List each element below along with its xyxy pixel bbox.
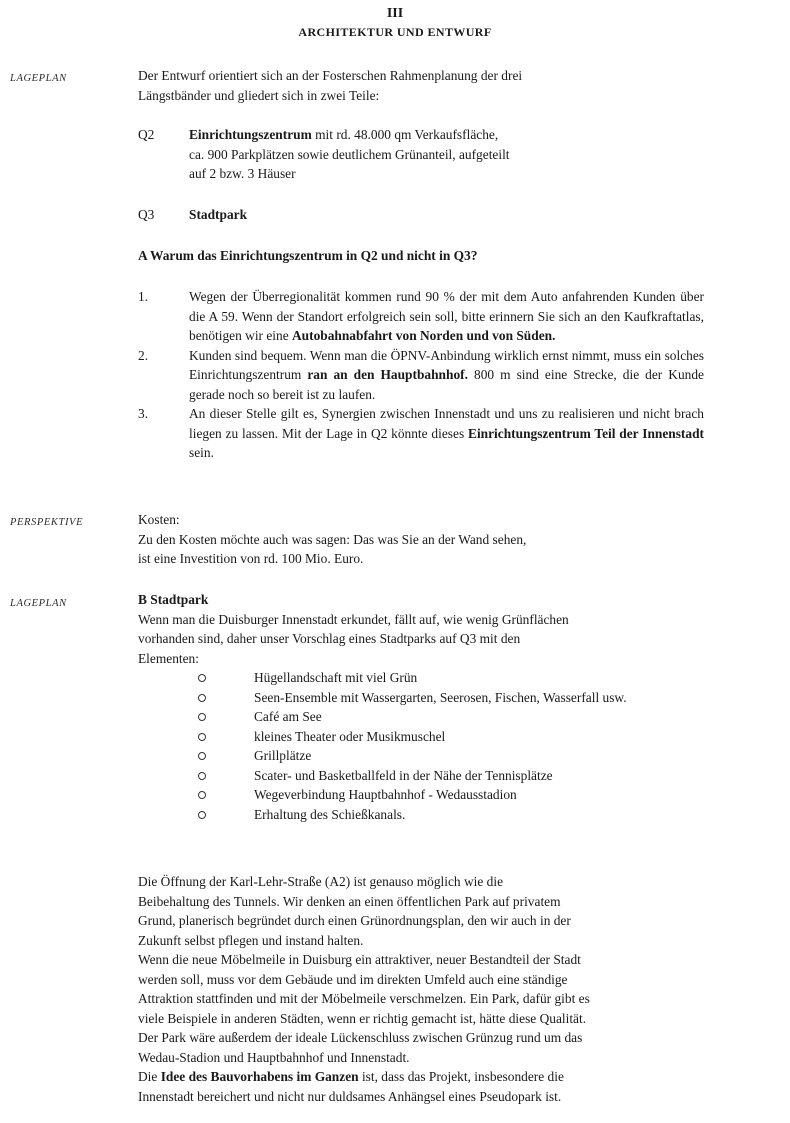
section-b-intro-line: vorhanden sind, daher unser Vorschlag eines Stadtparks auf Q3 mit den [138, 631, 521, 646]
q2-code: Q2 [138, 127, 155, 142]
section-b-intro-line: Wenn man die Duisburger Innenstadt erkundet, fällt auf, wie wenig Grünflächen [138, 611, 569, 627]
closing-line: viele Beispiele in anderen Städten, wenn er richtig gemacht ist, hätte diese Qualität. [138, 1010, 587, 1026]
section-a-list [138, 287, 704, 463]
margin-label-perspektive: PERSPEKTIVE [10, 517, 84, 528]
list-item: Grillplätze [194, 746, 714, 766]
margin-label-lageplan: LAGEPLAN [10, 73, 67, 84]
section-b-intro-line: Elementen: [138, 650, 199, 666]
list-item: Scater- und Basketballfeld in der Nähe der Tennisplätze [194, 766, 714, 786]
closing-line: Zukunft selbst pflegen und instand halten. [138, 932, 364, 948]
bullet-circle-icon [198, 694, 206, 702]
park-elements-list [194, 668, 714, 824]
bullet-circle-icon [198, 674, 206, 682]
list-item-number: 3. [138, 406, 149, 421]
closing-line: Beibehaltung des Tunnels. Wir denken an einen öffentlichen Park auf privatem [138, 893, 561, 909]
q2-line: ca. 900 Parkplätzen sowie deutlichem Grünanteil, aufgeteilt [189, 146, 510, 162]
closing-line: Grund, planerisch begründet durch einen Grünordnungsplan, den wir auch in der [138, 913, 571, 928]
bullet-circle-icon [198, 811, 206, 819]
closing-line: Der Park wäre außerdem der ideale Lückenschluss zwischen Grünzug rund um das [138, 1030, 583, 1045]
closing-line: Attraktion stattfinden und mit der Möbelmeile verschmelzen. Ein Park, dafür gibt es [138, 991, 590, 1006]
section-b [138, 590, 698, 668]
closing-line: werden soll, muss vor dem Gebäude und im direkten Umfeld auch eine ständige [138, 971, 568, 987]
list-item-number: 2. [138, 347, 149, 363]
list-item: Café am See [194, 707, 714, 727]
list-item: 3. An dieser Stelle gilt es, Synergien zwischen Innenstadt und uns zu realisieren und nicht brach liegen zu lassen. Mit der Lage in Q2 könnte dieses Einrichtungszentrum Teil der Innenstadt sein. [138, 406, 704, 460]
intro-paragraph [138, 66, 698, 105]
emphasis: ran an den Hauptbahnhof. [307, 367, 468, 382]
kosten-line: ist eine Investition von rd. 100 Mio. Euro. [138, 551, 364, 566]
intro-line: Längstbänder und gliedert sich in zwei Teile: [138, 87, 380, 103]
bullet-circle-icon [198, 752, 206, 760]
list-item-number: 1. [138, 289, 149, 304]
list-item: kleines Theater oder Musikmuschel [194, 727, 714, 747]
bullet-circle-icon [198, 772, 206, 780]
kosten-label: Kosten: [138, 512, 180, 527]
closing-paragraph [138, 872, 698, 1106]
margin-label-lageplan: LAGEPLAN [10, 598, 67, 609]
closing-line: Wedau-Stadion und Hauptbahnhof und Innenstadt. [138, 1049, 410, 1065]
list-item: Seen-Ensemble mit Wassergarten, Seerosen, Fischen, Wasserfall usw. [194, 688, 714, 708]
section-b-heading: B Stadtpark [138, 592, 209, 607]
closing-line: Wenn die neue Möbelmeile in Duisburg ein attraktiver, neuer Bestandteil der Stadt [138, 952, 581, 967]
bullet-circle-icon [198, 791, 206, 799]
closing-line: Die Idee des Bauvorhabens im Ganzen ist, dass das Projekt, insbesondere die [138, 1069, 564, 1084]
closing-line: Die Öffnung der Karl-Lehr-Straße (A2) ist genauso möglich wie die [138, 874, 504, 889]
list-item: Hügellandschaft mit viel Grün [194, 668, 714, 688]
bullet-circle-icon [198, 733, 206, 741]
emphasis: Idee des Bauvorhabens im Ganzen [160, 1069, 359, 1084]
emphasis: Autobahnabfahrt von Norden und von Süden. [292, 328, 556, 343]
kosten-line: Zu den Kosten möchte auch was sagen: Das was Sie an der Wand sehen, [138, 531, 527, 547]
intro-line: Der Entwurf orientiert sich an der Fosterschen Rahmenplanung der drei [138, 68, 523, 83]
list-item: Wegeverbindung Hauptbahnhof - Wedausstadion [194, 785, 714, 805]
kosten-paragraph [138, 510, 698, 569]
list-item: 2. Kunden sind bequem. Wenn man die ÖPNV-Anbindung wirklich ernst nimmt, muss ein solches Einrichtungszentrum ran an den Hauptbahnhof. 800 m sind eine Strecke, die der Kunde gerade noch so bereit ist zu laufen. [138, 347, 705, 402]
bullet-circle-icon [198, 713, 206, 721]
q2-text: mit rd. 48.000 qm Verkaufsfläche, [311, 127, 499, 142]
q2-title: Einrichtungszentrum [189, 127, 312, 142]
list-item: Erhaltung des Schießkanals. [194, 805, 714, 825]
chapter-title: ARCHITEKTUR UND ENTWURF [298, 25, 492, 39]
chapter-number: III [386, 6, 404, 21]
q3-title: Stadtpark [189, 207, 248, 222]
q3-code: Q3 [138, 207, 155, 222]
emphasis: Einrichtungszentrum Teil der Innenstadt [468, 425, 704, 441]
list-item: 1. Wegen der Überregionalität kommen rund 90 % der mit dem Auto anfahrenden Kunden über die A 59. Wenn der Standort erfolgreich sein soll, bitte erinnern Sie sich an den Kaufkraftatlas, benötigen wir eine Autobahnabfahrt von Norden und von Süden. [138, 289, 704, 343]
q2-line: auf 2 bzw. 3 Häuser [189, 166, 296, 181]
section-a-heading: A Warum das Einrichtungszentrum in Q2 und nicht in Q3? [138, 248, 478, 263]
closing-line: Innenstadt bereichert und nicht nur duldsames Anhängsel eines Pseudopark ist. [138, 1088, 562, 1104]
